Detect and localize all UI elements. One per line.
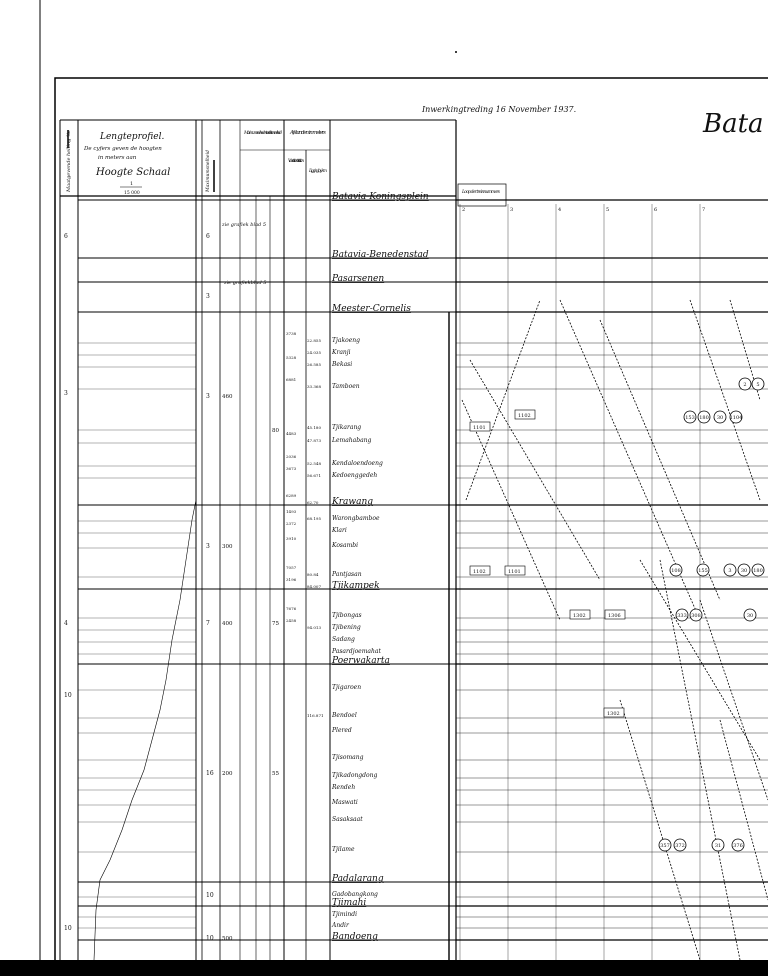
station-name: Tjisomang bbox=[332, 754, 364, 761]
train-circle-label: 155 bbox=[698, 568, 708, 574]
station-name: Lemahabang bbox=[332, 437, 372, 444]
punch-dot bbox=[455, 51, 457, 53]
station-distance: 7057 bbox=[286, 565, 297, 570]
station-to-station-label: Van station tot station bbox=[288, 159, 304, 164]
legend-values bbox=[64, 233, 449, 960]
train-number: 1102 bbox=[518, 413, 531, 419]
train-path bbox=[620, 700, 700, 960]
station-name: Krawang bbox=[332, 497, 374, 507]
speed-value: 10 bbox=[206, 935, 214, 942]
station-name: Tjilame bbox=[332, 846, 355, 853]
station-name: Andir bbox=[332, 922, 349, 929]
sheet-title: Bata bbox=[703, 109, 764, 139]
station-name: Sadang bbox=[332, 636, 355, 643]
zie-grafiek-2: zie grafiekblad 5 bbox=[224, 280, 267, 286]
train-circle-label: 372 bbox=[675, 843, 685, 849]
train-number: 1302 bbox=[607, 711, 620, 717]
station-km: 22.855 bbox=[307, 338, 321, 343]
station-distance: 1493 bbox=[286, 509, 297, 514]
speed-value: 3 bbox=[206, 293, 210, 300]
station-name: Maswati bbox=[332, 799, 358, 806]
speed-value: 6 bbox=[206, 233, 210, 240]
speed-limit-value: 300 bbox=[222, 544, 233, 550]
train-number: 1101 bbox=[473, 425, 486, 431]
profile-curve bbox=[94, 500, 196, 960]
station-distance: 4483 bbox=[286, 431, 297, 436]
train-number: 1302 bbox=[573, 613, 586, 619]
station-name: Plered bbox=[332, 727, 352, 734]
speed-limit-value: 400 bbox=[222, 621, 233, 627]
effective-date: Inwerkingtreding 16 November 1937. bbox=[422, 105, 577, 114]
train-circle-label: 108 bbox=[671, 568, 681, 574]
train-circle-label: 31 bbox=[714, 843, 722, 849]
station-name: Tamboen bbox=[332, 383, 360, 390]
distance-group-label: Afstanden in meters bbox=[290, 130, 326, 136]
train-circle-label: 180 bbox=[699, 415, 709, 421]
speed-value: 3 bbox=[206, 543, 210, 550]
gradient-value: 6 bbox=[64, 233, 68, 240]
speed-limit-value: 460 bbox=[222, 394, 233, 400]
gradient-value: 4 bbox=[64, 620, 68, 627]
train-circle-label: 30 bbox=[740, 568, 748, 574]
max-speed-value: 75 bbox=[272, 621, 279, 627]
gradient-value: 10 bbox=[64, 925, 72, 932]
station-name: Tjakoeng bbox=[332, 337, 360, 344]
speed-value: 7 bbox=[206, 620, 210, 627]
train-circle-label: 180 bbox=[753, 568, 763, 574]
station-km: 33.368 bbox=[307, 384, 321, 389]
station-name: Kendaloendoeng bbox=[332, 460, 383, 467]
station-name: Tjikarang bbox=[332, 424, 362, 431]
station-km: 116.871 bbox=[307, 713, 324, 718]
position-km-label: Ligging by km bbox=[309, 169, 327, 174]
speed-value: 10 bbox=[206, 892, 214, 899]
station-name: Bandoeng bbox=[332, 932, 378, 942]
station-km: 56.671 bbox=[307, 473, 321, 478]
profile-title: Lengteprofiel. bbox=[100, 132, 165, 142]
train-circle-label: 333 bbox=[677, 613, 687, 619]
train-path bbox=[690, 300, 760, 500]
station-name: Pasardjoemahat bbox=[332, 648, 381, 655]
train-circle-label: 153 bbox=[685, 415, 695, 421]
train-number: 1101 bbox=[508, 569, 521, 575]
profile-note-1: De cyfers geven de hoogten bbox=[84, 146, 162, 152]
max-speed-value: 55 bbox=[272, 771, 279, 777]
max-speed-col-label: Maximumsnelheid bbox=[206, 150, 211, 192]
station-name: Meester-Cornelis bbox=[332, 304, 411, 314]
station-name: Kosambi bbox=[332, 542, 359, 549]
scale-denominator: 15 000 bbox=[124, 191, 140, 196]
hour-label: 7 bbox=[702, 207, 706, 213]
station-name: Tjikampek bbox=[332, 581, 380, 591]
zie-grafiek-1: zie grafiek blad 5 bbox=[222, 222, 267, 228]
station-name: Tjimahi bbox=[332, 898, 367, 908]
train-path bbox=[720, 720, 768, 900]
station-name: Batavia-Benedenstad bbox=[332, 250, 429, 260]
hour-label: 2 bbox=[462, 207, 466, 213]
station-name: Batavia-Koningsplein bbox=[332, 192, 429, 202]
speed-group-label: Maximum-snelheden toe te laten snelheid bbox=[244, 131, 282, 136]
station-name: Pasarsenen bbox=[332, 274, 385, 284]
train-circle-label: 308 bbox=[691, 613, 701, 619]
max-speed-value: 80 bbox=[272, 428, 279, 434]
train-circle-label: 3 bbox=[728, 568, 732, 574]
station-name: Sasaksaat bbox=[332, 816, 363, 823]
station-km: 62.70 bbox=[307, 500, 319, 505]
station-km: 47.873 bbox=[307, 438, 321, 443]
station-list bbox=[286, 192, 429, 942]
legend-frame bbox=[60, 120, 456, 960]
station-name: Bendoel bbox=[332, 712, 357, 719]
train-circle-label: 1104 bbox=[729, 415, 743, 421]
station-distance: 6881 bbox=[286, 377, 297, 382]
train-circle-label: 357 bbox=[660, 843, 670, 849]
loop-box bbox=[458, 184, 506, 206]
hour-label: 5 bbox=[606, 207, 610, 213]
station-name: Tjibongas bbox=[332, 612, 362, 619]
station-name: Bekasi bbox=[332, 361, 353, 368]
station-name: Tjigaroen bbox=[332, 684, 362, 691]
station-name: Klari bbox=[332, 527, 347, 534]
station-name: Padalarang bbox=[332, 874, 384, 884]
profile-note-2: in meters aan bbox=[98, 155, 137, 161]
station-km: 24.035 bbox=[307, 350, 321, 355]
station-km: 26.585 bbox=[307, 362, 321, 367]
hour-label: 6 bbox=[654, 207, 658, 213]
station-name: Tjimindi bbox=[332, 911, 358, 918]
speed-limit-value: 500 bbox=[222, 936, 233, 942]
station-lines bbox=[78, 200, 768, 940]
station-distance: 7676 bbox=[286, 606, 297, 611]
speed-limit-value: 200 bbox=[222, 771, 233, 777]
sheet-border bbox=[55, 78, 768, 960]
train-circle-label: 5 bbox=[756, 382, 760, 388]
gradient-value: 3 bbox=[64, 390, 68, 397]
train-path bbox=[470, 360, 600, 580]
station-name: Pantjasan bbox=[332, 571, 362, 578]
station-km: 84.007 bbox=[307, 584, 321, 589]
loop-label: Loop der treinnummers bbox=[462, 190, 500, 195]
train-circle-label: 376 bbox=[733, 843, 743, 849]
station-distance: 2036 bbox=[286, 454, 297, 459]
train-number: 1306 bbox=[608, 613, 621, 619]
station-name: Rendeh bbox=[332, 784, 356, 791]
station-distance: 2372 bbox=[286, 521, 297, 526]
station-name: Tjibening bbox=[332, 624, 361, 631]
station-distance: 3738 bbox=[286, 331, 297, 336]
station-km: 68.195 bbox=[307, 516, 321, 521]
station-name: Kranji bbox=[332, 349, 351, 356]
hour-label: 3 bbox=[510, 207, 514, 213]
station-name: Warongbamboe bbox=[332, 515, 380, 522]
hour-label: 4 bbox=[558, 207, 562, 213]
speed-value: 16 bbox=[206, 770, 214, 777]
station-distance: 6289 bbox=[286, 493, 297, 498]
station-distance: 2458 bbox=[286, 618, 297, 623]
station-km: 80.84 bbox=[307, 572, 319, 577]
train-circle-label: 2 bbox=[743, 382, 747, 388]
gradient-col-label: Maatgevende helling ‰ bbox=[66, 130, 72, 192]
station-distance: 3196 bbox=[286, 577, 297, 582]
train-number: 1102 bbox=[473, 569, 486, 575]
scale-numerator: 1 bbox=[130, 181, 134, 187]
station-distance: 3673 bbox=[286, 466, 297, 471]
station-km: 52.548 bbox=[307, 461, 321, 466]
station-km: 45.180 bbox=[307, 425, 321, 430]
station-name: Poerwakarta bbox=[332, 656, 390, 666]
speed-value: 3 bbox=[206, 393, 210, 400]
train-path bbox=[462, 400, 560, 620]
train-path bbox=[600, 320, 720, 600]
station-name: Kedoenggedeh bbox=[332, 472, 378, 479]
train-path bbox=[466, 300, 540, 500]
station-distance: 5328 bbox=[286, 355, 297, 360]
station-distance: 3910 bbox=[286, 536, 297, 541]
gradient-value: 10 bbox=[64, 692, 72, 699]
height-scale-label: Hoogte Schaal bbox=[96, 167, 171, 178]
station-km: 94.013 bbox=[307, 625, 321, 630]
train-circle-label: 30 bbox=[716, 415, 724, 421]
height-profile bbox=[94, 500, 196, 960]
station-name: Gadobangkong bbox=[332, 891, 378, 898]
train-circle-label: 30 bbox=[746, 613, 754, 619]
station-name: Tjikadongdong bbox=[332, 772, 378, 779]
